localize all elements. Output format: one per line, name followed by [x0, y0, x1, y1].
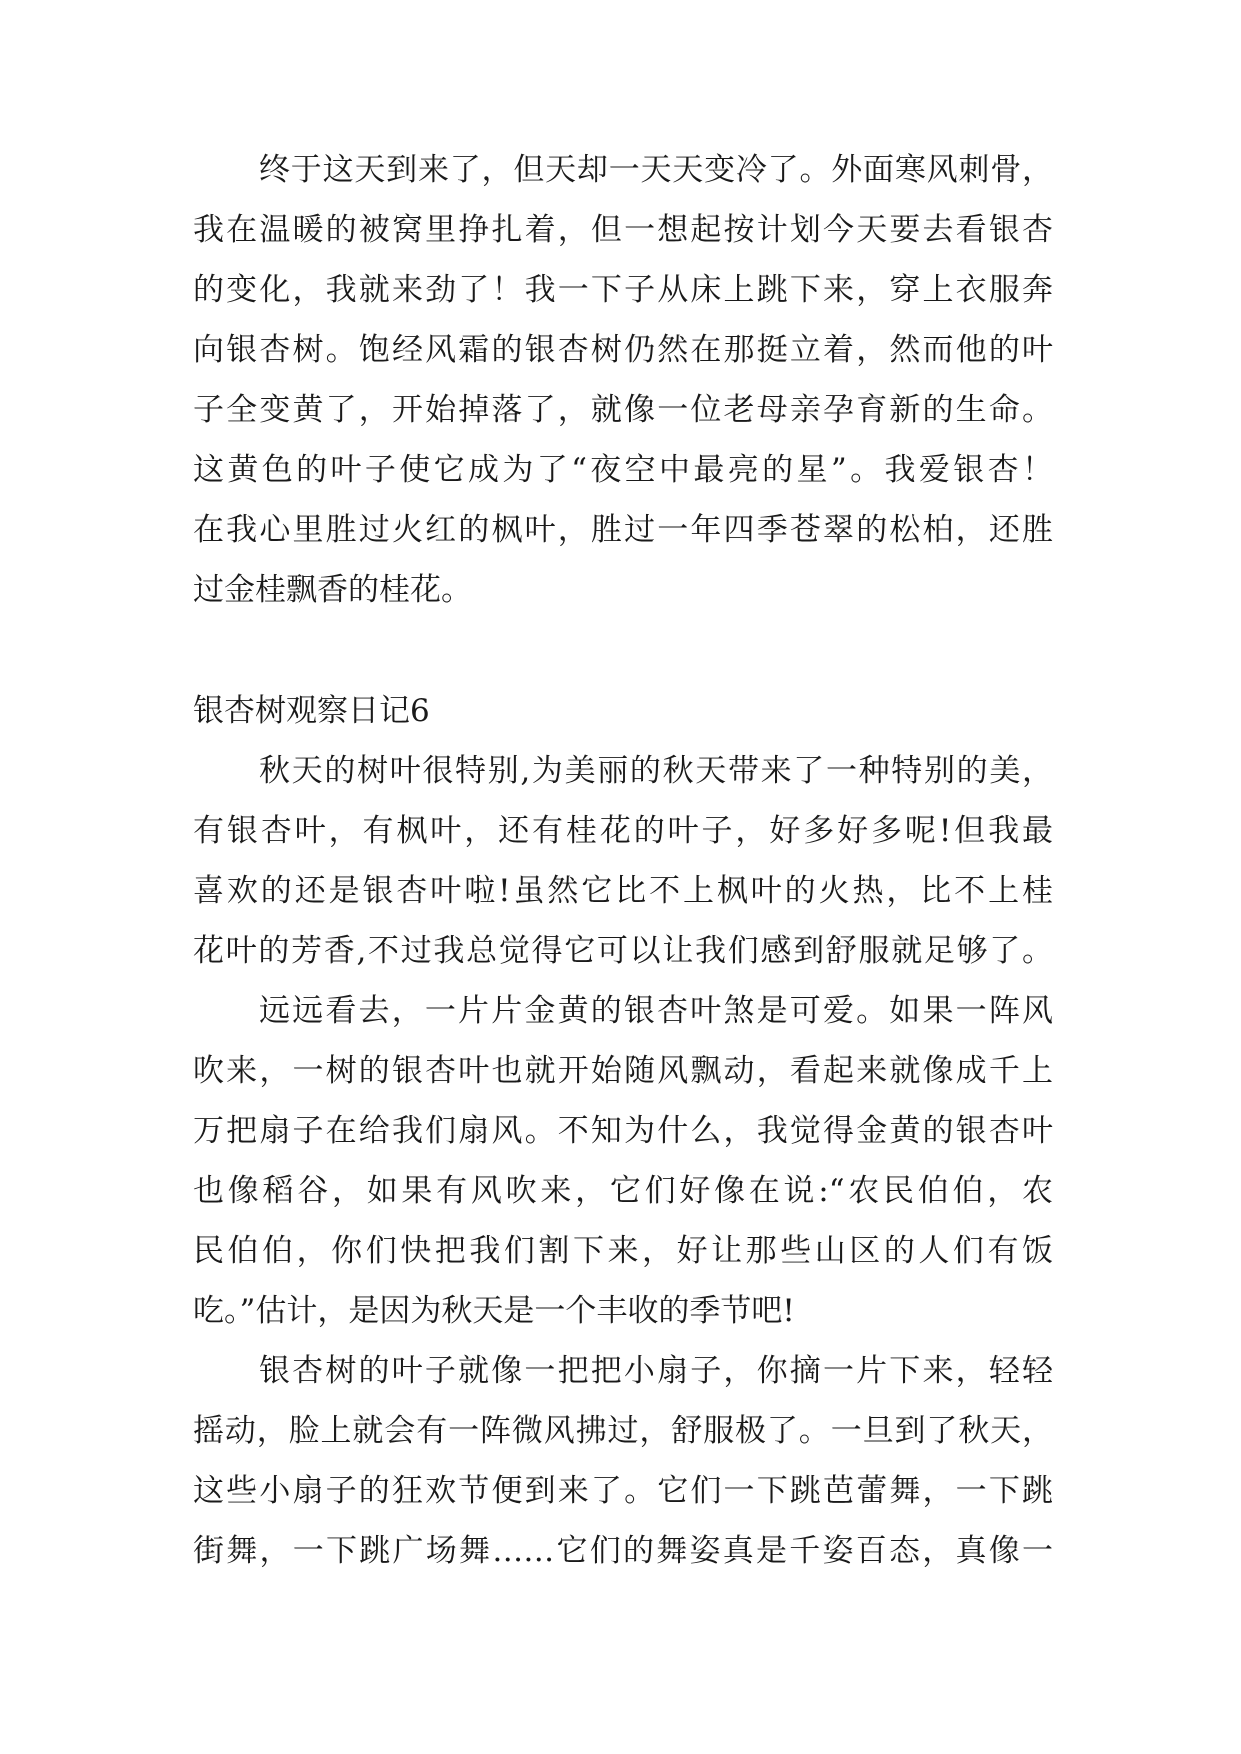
- text-line: 在我心里胜过火红的枫叶，胜过一年四季苍翠的松柏，还胜: [193, 512, 1053, 548]
- text-line: 这些小扇子的狂欢节便到来了。它们一下跳芭蕾舞，一下跳: [193, 1473, 1053, 1509]
- text-line: 吹来，一树的银杏叶也就开始随风飘动，看起来就像成千上: [193, 1053, 1053, 1089]
- text-line: 向银杏树。饱经风霜的银杏树仍然在那挺立着，然而他的叶: [193, 332, 1053, 368]
- text-line: 秋天的树叶很特别,为美丽的秋天带来了一种特别的美，: [259, 753, 1053, 789]
- text-line: 民伯伯，你们快把我们割下来，好让那些山区的人们有饭: [193, 1233, 1053, 1269]
- text-line: 万把扇子在给我们扇风。不知为什么，我觉得金黄的银杏叶: [193, 1113, 1053, 1149]
- text-line: 喜欢的还是银杏叶啦!虽然它比不上枫叶的火热，比不上桂: [193, 873, 1053, 909]
- text-line: 这黄色的叶子使它成为了“夜空中最亮的星”。我爱银杏！: [193, 452, 1053, 488]
- text-line: 花叶的芳香,不过我总觉得它可以让我们感到舒服就足够了。: [193, 933, 1053, 969]
- text-line: 摇动，脸上就会有一阵微风拂过，舒服极了。一旦到了秋天，: [193, 1413, 1053, 1449]
- text-line: 远远看去，一片片金黄的银杏叶煞是可爱。如果一阵风: [259, 993, 1053, 1029]
- text-line: 终于这天到来了，但天却一天天变冷了。外面寒风刺骨，: [259, 152, 1053, 188]
- text-line: 有银杏叶，有枫叶，还有桂花的叶子，好多好多呢!但我最: [193, 813, 1053, 849]
- section-title: 银杏树观察日记6: [193, 693, 430, 729]
- text-line: 也像稻谷，如果有风吹来，它们好像在说:“农民伯伯，农: [193, 1173, 1053, 1209]
- text-line: 子全变黄了，开始掉落了，就像一位老母亲孕育新的生命。: [193, 392, 1053, 428]
- text-line: 吃。”估计，是因为秋天是一个丰收的季节吧!: [193, 1293, 795, 1329]
- text-line: 银杏树的叶子就像一把把小扇子，你摘一片下来，轻轻: [259, 1353, 1053, 1389]
- text-line: 过金桂飘香的桂花。: [193, 572, 472, 608]
- text-line: 我在温暖的被窝里挣扎着，但一想起按计划今天要去看银杏: [193, 212, 1053, 248]
- text-line: 的变化，我就来劲了！我一下子从床上跳下来，穿上衣服奔: [193, 272, 1053, 308]
- text-line: 街舞，一下跳广场舞……它们的舞姿真是千姿百态，真像一: [193, 1533, 1053, 1569]
